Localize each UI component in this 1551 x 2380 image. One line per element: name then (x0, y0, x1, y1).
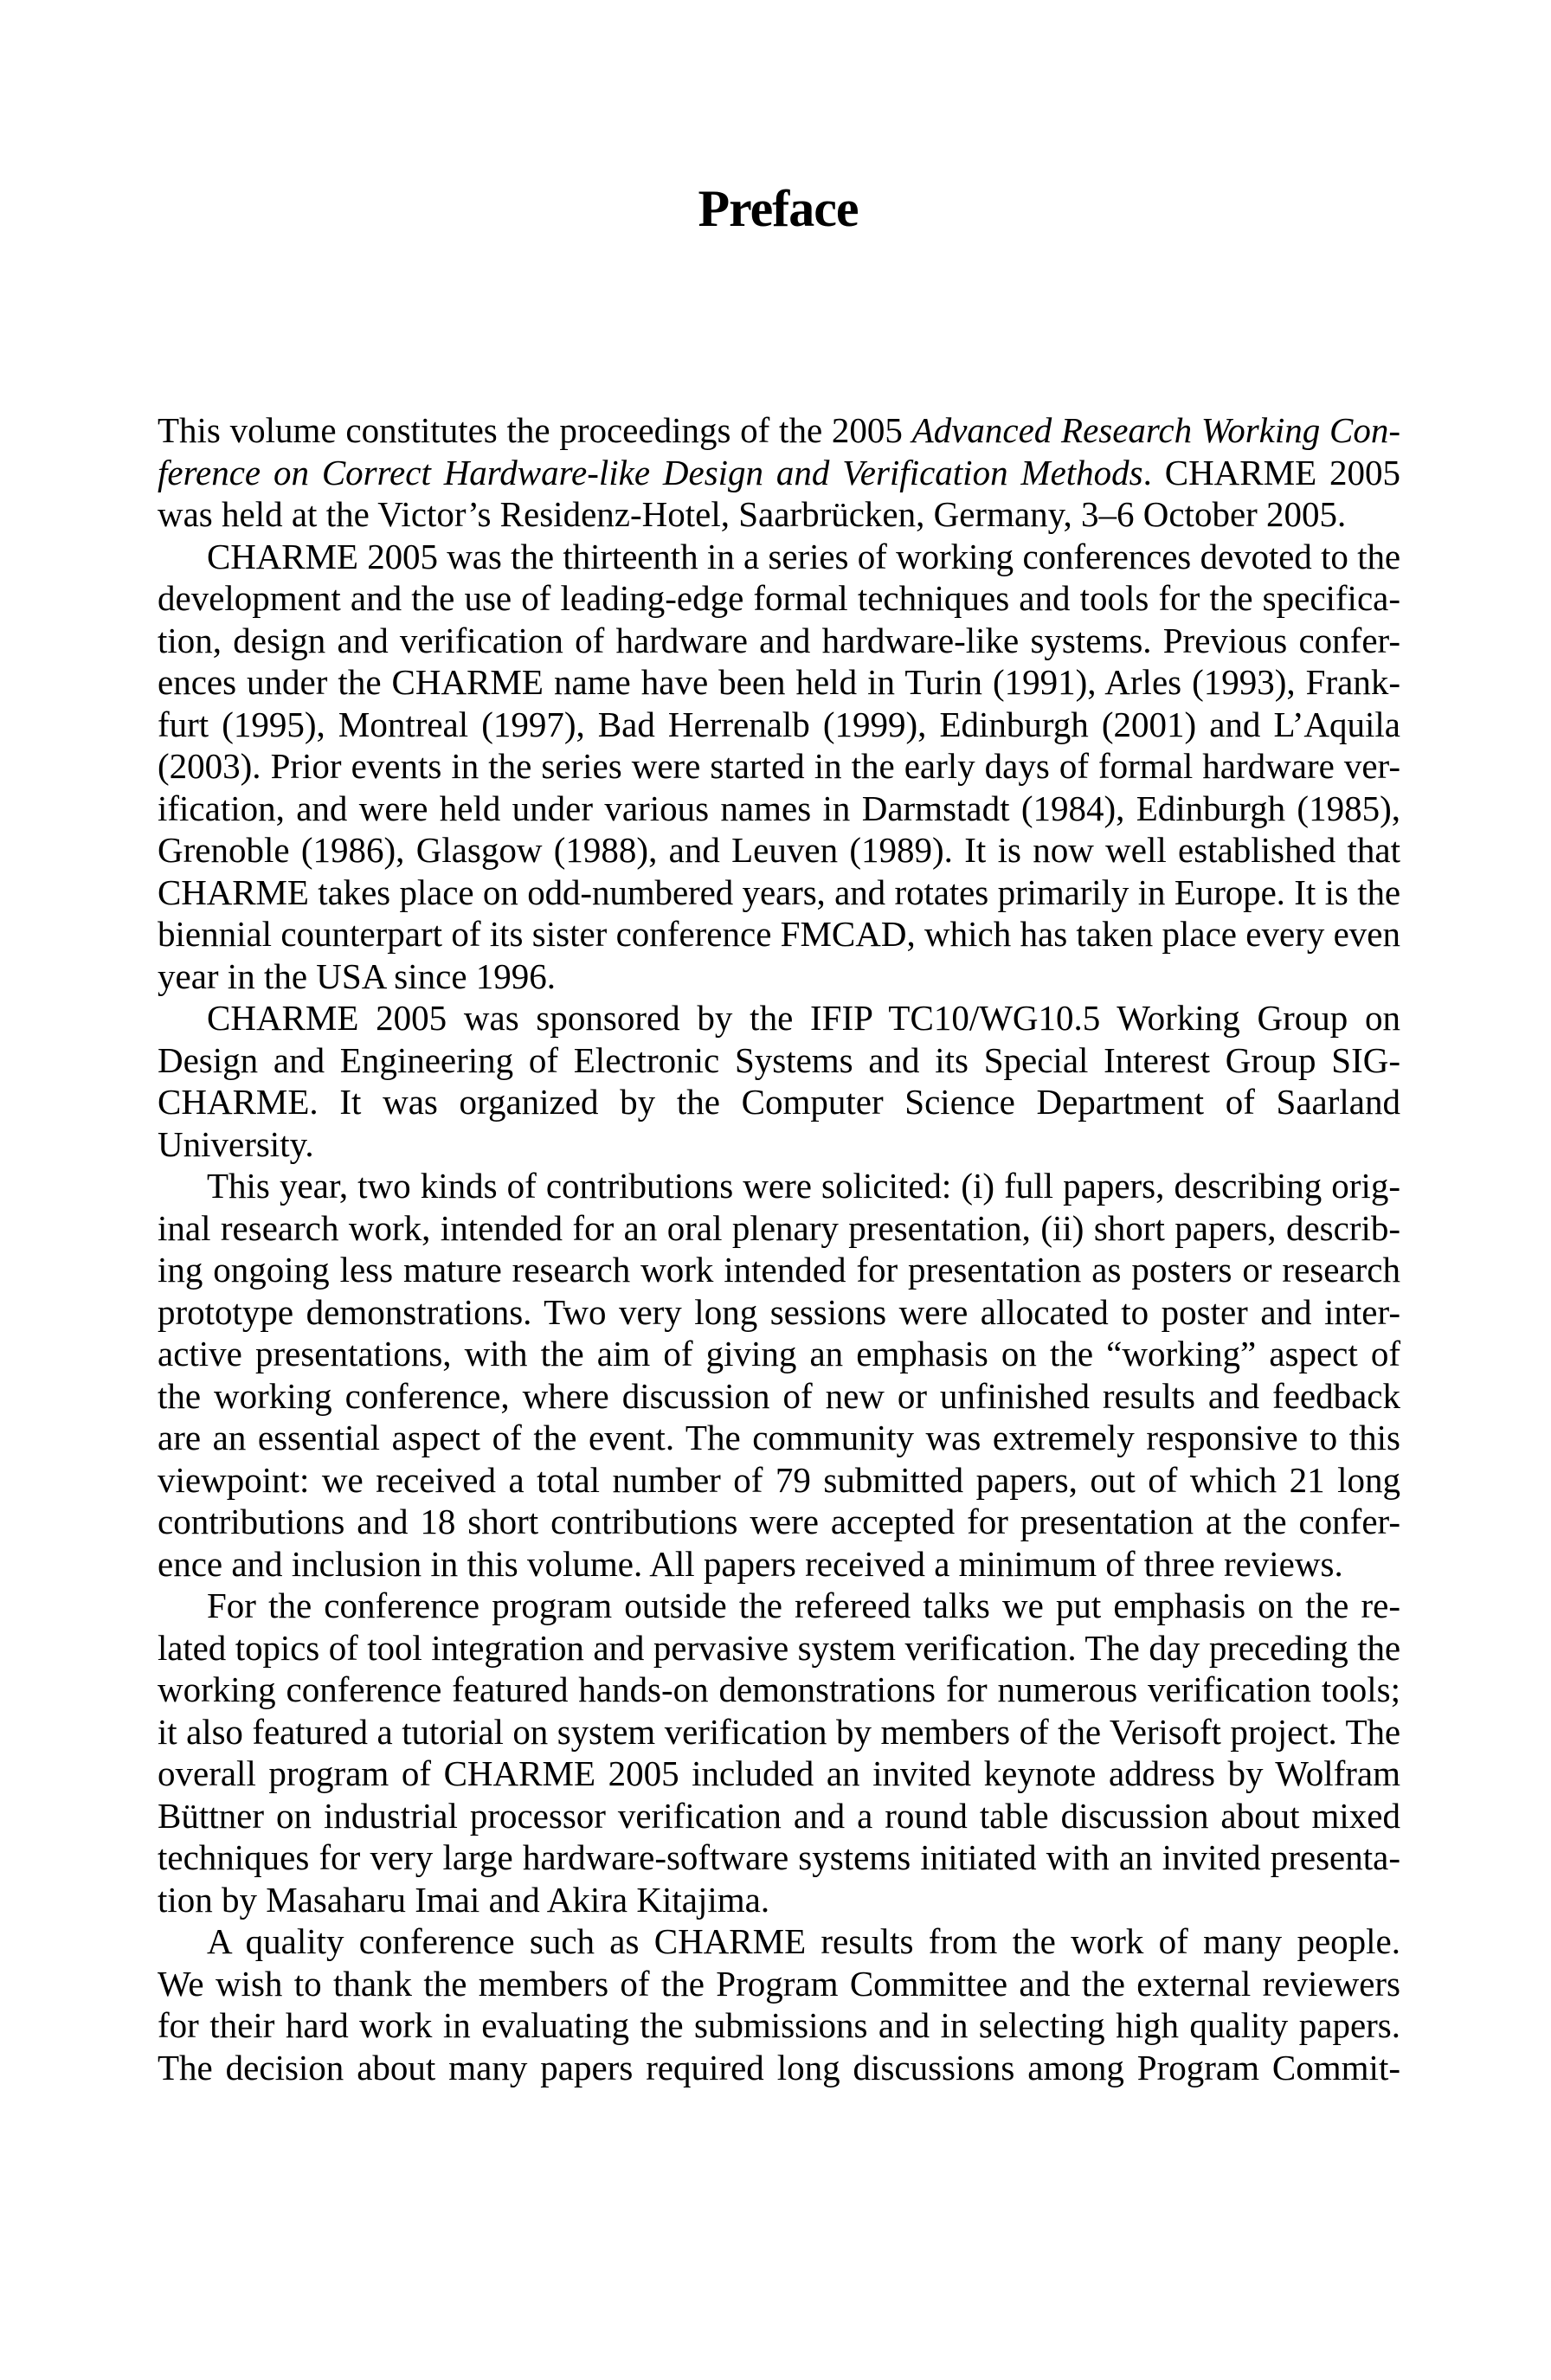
text-line: active presentations, with the aim of giving an emphasis on the “working” aspect of (158, 1334, 1400, 1373)
text-line: tion, design and verification of hardware and hardware-like systems. Previous confer- (158, 620, 1400, 660)
text-line: biennial counterpart of its sister conference FMCAD, which has taken place every even (158, 914, 1400, 954)
text-line: tion by Masaharu Imai and Akira Kitajima. (158, 1879, 770, 1920)
text-line: overall program of CHARME 2005 included an invited keynote address by Wolfram (158, 1753, 1400, 1793)
italic-title-text: Advanced Research Working Con- (911, 410, 1400, 450)
text-line: A quality conference such as CHARME results from the work of many people. (207, 1921, 1400, 1961)
text-line (158, 452, 1400, 494)
text-line: ing ongoing less mature research work intended for presentation as posters or research (158, 1250, 1400, 1290)
text-line: This year, two kinds of contributions were solicited: (i) full papers, describing orig- (207, 1166, 1400, 1206)
text-line: We wish to thank the members of the Program Committee and the external reviewers (158, 1963, 1400, 2004)
text-line: CHARME takes place on odd-numbered years, and rotates primarily in Europe. It is the (158, 872, 1400, 912)
preface-body (158, 409, 1400, 2088)
italic-title-text: ference on Correct Hardware-like Design and Verification Methods (158, 452, 1143, 492)
text-line: was held at the Victor’s Residenz-Hotel, Saarbrücken, Germany, 3–6 October 2005. (158, 494, 1347, 534)
text-line: ification, and were held under various names in Darmstadt (1984), Edinburgh (1985), (158, 788, 1400, 828)
text-line: CHARME. It was organized by the Computer Science Department of Saarland (158, 1082, 1400, 1122)
text-line: The decision about many papers required long discussions among Program Commit- (158, 2047, 1400, 2087)
text-segment: This volume constitutes the proceedings of the 2005 (158, 410, 912, 450)
text-line: ence and inclusion in this volume. All papers received a minimum of three reviews. (158, 1543, 1343, 1584)
text-line: Grenoble (1986), Glasgow (1988), and Leuven (1989). It is now well established that (158, 830, 1400, 870)
text-line: Design and Engineering of Electronic Systems and its Special Interest Group SIG- (158, 1039, 1400, 1080)
text-line (158, 409, 1400, 452)
text-line: for their hard work in evaluating the submissions and in selecting high quality papers. (158, 2005, 1400, 2045)
text-line: Büttner on industrial processor verification and a round table discussion about mixed (158, 1795, 1400, 1836)
text-line: lated topics of tool integration and pervasive system verification. The day preceding the (158, 1627, 1400, 1668)
text-line: contributions and 18 short contributions were accepted for presentation at the confer- (158, 1502, 1400, 1541)
text-line: working conference featured hands-on demonstrations for numerous verification tools; (158, 1669, 1400, 1709)
text-line: University. (158, 1123, 314, 1164)
text-line: furt (1995), Montreal (1997), Bad Herrenalb (1999), Edinburgh (2001) and L’Aquila (158, 704, 1400, 744)
text-line: viewpoint: we received a total number of 79 submitted papers, out of which 21 long (158, 1459, 1400, 1500)
text-line: CHARME 2005 was sponsored by the IFIP TC10/WG10.5 Working Group on (207, 998, 1400, 1038)
text-line: ences under the CHARME name have been held in Turin (1991), Arles (1993), Frank- (158, 662, 1400, 702)
text-line: (2003). Prior events in the series were started in the early days of formal hardware ver- (158, 746, 1400, 786)
page-title: Preface (698, 180, 859, 237)
text-line: are an essential aspect of the event. The community was extremely responsive to this (158, 1418, 1400, 1457)
text-line: it also featured a tutorial on system verification by members of the Verisoft project. The (158, 1711, 1400, 1752)
text-line: techniques for very large hardware-software systems initiated with an invited presenta- (158, 1837, 1400, 1877)
text-line: prototype demonstrations. Two very long sessions were allocated to poster and inter- (158, 1291, 1400, 1332)
text-line: CHARME 2005 was the thirteenth in a series of working conferences devoted to the (207, 536, 1400, 576)
text-line: the working conference, where discussion of new or unfinished results and feedback (158, 1375, 1400, 1416)
text-line: year in the USA since 1996. (158, 955, 557, 996)
text-line: inal research work, intended for an oral plenary presentation, (ii) short papers, describ- (158, 1207, 1400, 1248)
text-line: For the conference program outside the refereed talks we put emphasis on the re- (207, 1586, 1400, 1625)
text-line: development and the use of leading-edge formal techniques and tools for the specifica- (158, 578, 1400, 618)
text-segment: . CHARME 2005 (1142, 452, 1400, 492)
